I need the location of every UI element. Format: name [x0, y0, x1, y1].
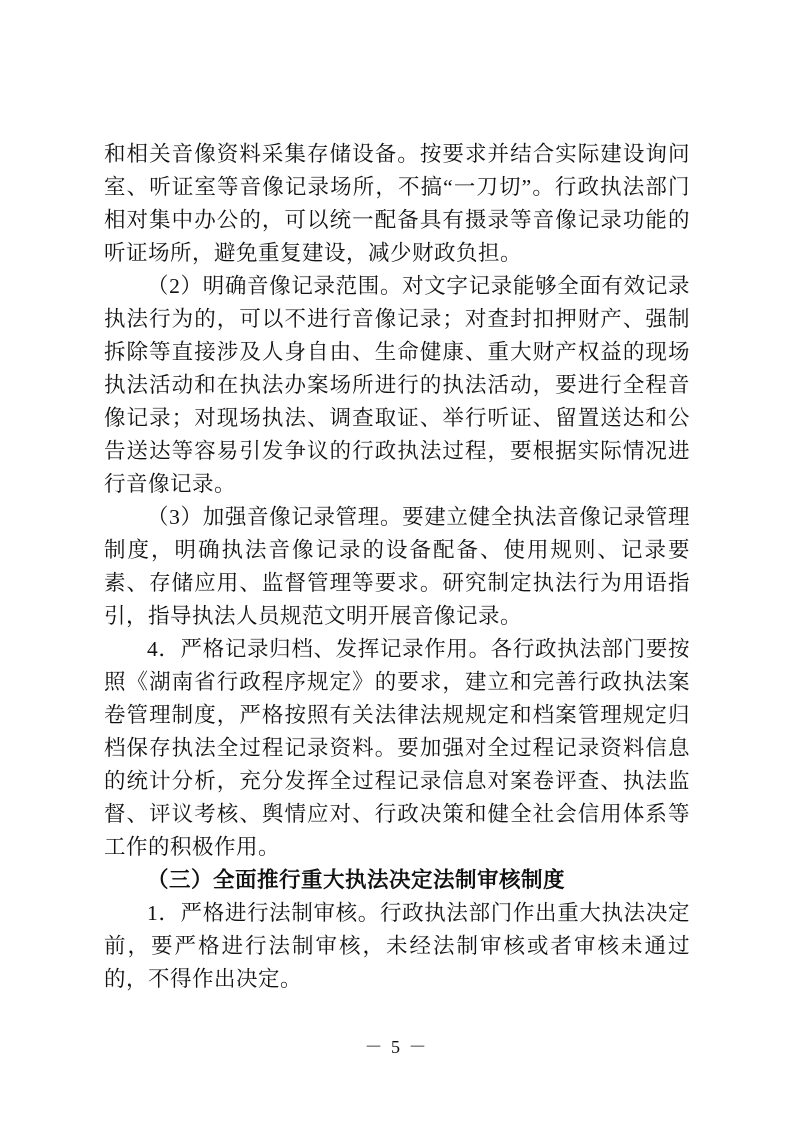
body-paragraph-continuation: 和相关音像资料采集存储设备。按要求并结合实际建设询问室、听证室等音像记录场所，不搞“一刀切”。行政执法部门相对集中办公的，可以统一配备具有摄录等音像记录功能的听证场所，避免重复建设，减少财政负担。 — [104, 142, 690, 265]
body-paragraph-item-3: （3）加强音像记录管理。要建立健全执法音像记录管理制度，明确执法音像记录的设备配备、使用规则、记录要素、存储应用、监督管理等要求。研究制定执法行为用语指引，指导执法人员规范文明开展音像记录。 — [104, 505, 690, 628]
document-body — [104, 138, 690, 996]
body-paragraph-item-2: （2）明确音像记录范围。对文字记录能够全面有效记录执法行为的，可以不进行音像记录；对查封扣押财产、强制拆除等直接涉及人身自由、生命健康、重大财产权益的现场执法活动和在执法办案场所进行的执法活动，要进行全程音像记录；对现场执法、调查取证、举行听证、留置送达和公告送达等容易引发争议的行政执法过程，要根据实际情况进行音像记录。 — [104, 274, 690, 496]
page-number: － 5 － — [364, 1037, 429, 1057]
body-paragraph-item-1-legal-review: 1．严格进行法制审核。行政执法部门作出重大执法决定前，要严格进行法制审核，未经法制审核或者审核未通过的，不得作出决定。 — [104, 901, 690, 991]
section-heading: （三）全面推行重大执法决定法制审核制度 — [147, 868, 566, 892]
body-paragraph-item-4: 4．严格记录归档、发挥记录作用。各行政执法部门要按照《湖南省行政程序规定》的要求，建立和完善行政执法案卷管理制度，严格按照有关法律法规规定和档案管理规定归档保存执法全过程记录资料。要加强对全过程记录资料信息的统计分析，充分发挥全过程记录信息对案卷评查、执法监督、评议考核、舆情应对、行政决策和健全社会信用体系等工作的积极作用。 — [104, 637, 690, 859]
